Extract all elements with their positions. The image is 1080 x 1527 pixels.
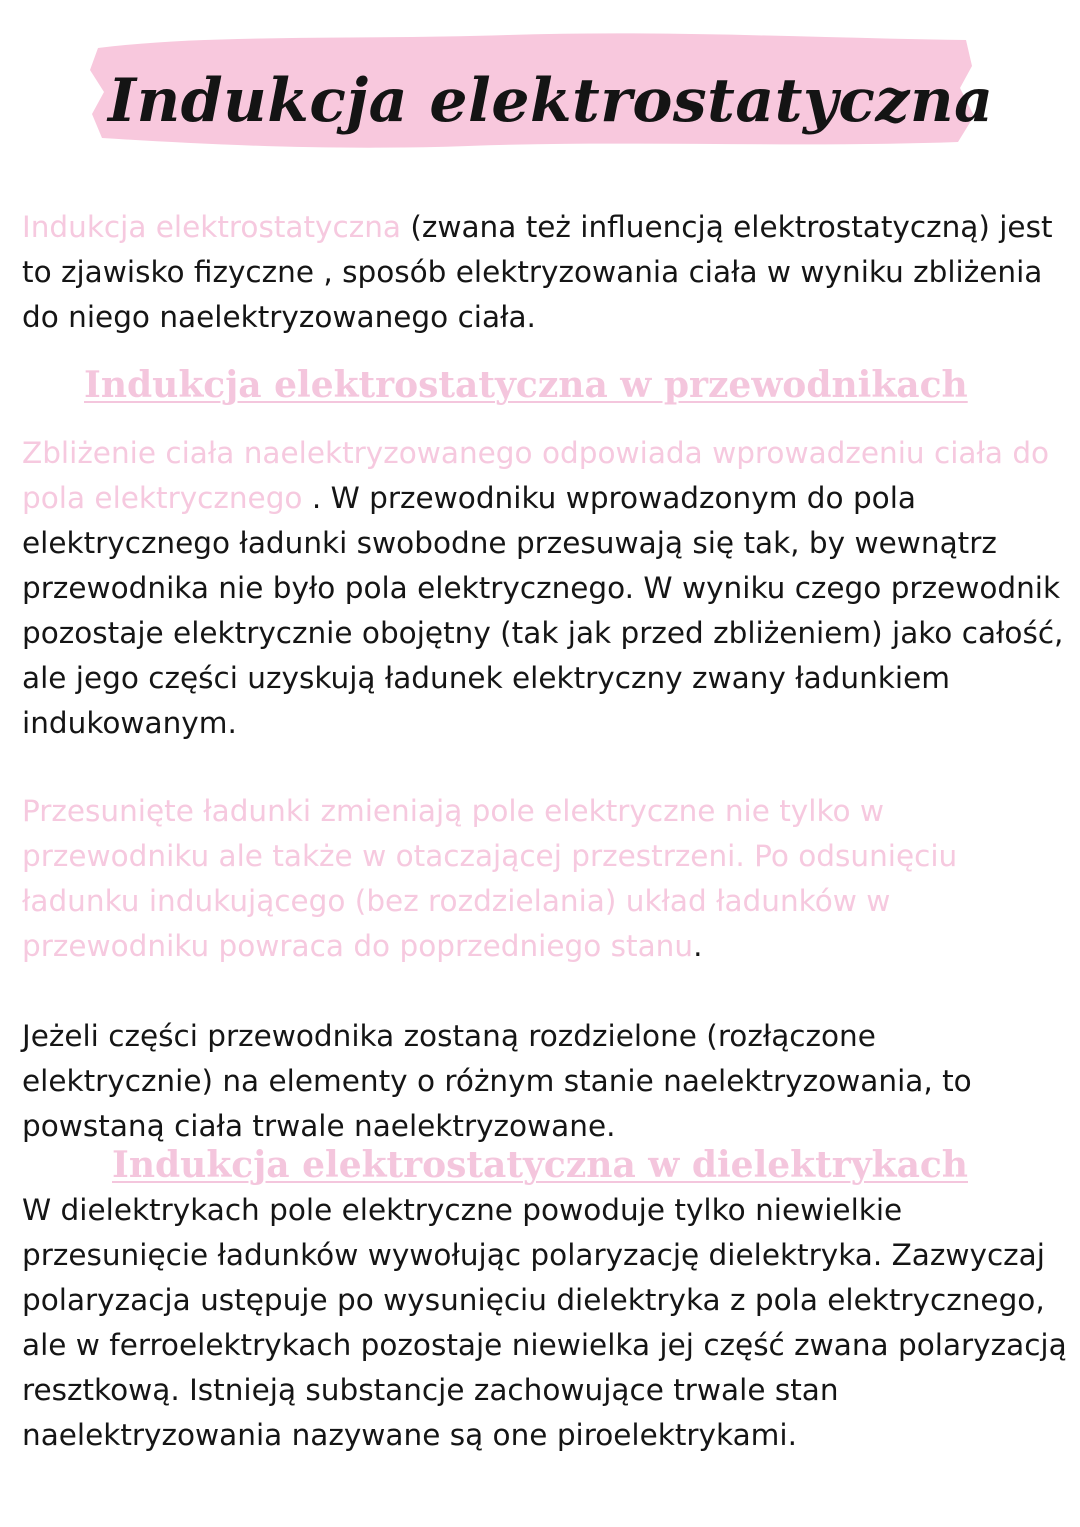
intro-paragraph (22, 205, 1067, 340)
page-title: Indukcja elektrostatyczna (108, 66, 994, 136)
intro-term: Indukcja elektrostatyczna (22, 210, 401, 244)
shifted-charges-text: Przesunięte ładunki zmieniają pole elektryczne nie tylko w przewodniku ale także w otaczającej przestrzeni. Po odsunięciu ładunku indukującego (bez rozdzielania) układ ładunków w przewodniku powraca do poprzedniego stanu (22, 794, 958, 963)
dielectrics-paragraph: W dielektrykach pole elektryczne powoduje tylko niewielkie przesunięcie ładunków wywołując polaryzację dielektryka. Zazwyczaj polaryzacja ustępuje po wysunięciu dielektryka z pola elektrycznego, ale w ferroelektrykach pozostaje niewielka jej część zwana polaryzacją resztkową. Istnieją substancje zachowujące trwale stan naelektryzowania nazywane są one piroelektrykami. (22, 1193, 1067, 1452)
heading-conductors: Indukcja elektrostatyczna w przewodnikach (84, 364, 968, 406)
conductors-text: . W przewodniku wprowadzonym do pola elektrycznego ładunki swobodne przesuwają się tak, by wewnątrz przewodnika nie było pola elektrycznego. W wyniku czego przewodnik pozostaje elektrycznie obojętny (tak jak przed zbliżeniem) jako całość, ale jego części uzyskują ładunek elektryczny zwany ładunkiem indukowanym. (22, 481, 1064, 740)
title-block (88, 26, 994, 154)
shifted-charges-paragraph (22, 789, 1067, 969)
conductors-highlight: Zbliżenie ciała naelektryzowanego odpowiada wprowadzeniu ciała do pola elektrycznego (22, 436, 1050, 515)
intro-text: (zwana też influencją elektrostatyczną) jest to zjawisko fizyczne , sposób elektryzowania ciała w wyniku zbliżenia do niego naelektryzowanego ciała. (22, 210, 1053, 334)
conductors-paragraph (22, 431, 1067, 746)
separation-paragraph: Jeżeli części przewodnika zostaną rozdzielone (rozłączone elektrycznie) na elementy o różnym stanie naelektryzowania, to powstaną ciała trwale naelektryzowane. (22, 1019, 972, 1143)
heading-dielectrics: Indukcja elektrostatyczna w dielektrykach (112, 1144, 968, 1186)
shifted-charges-period: . (693, 929, 703, 963)
